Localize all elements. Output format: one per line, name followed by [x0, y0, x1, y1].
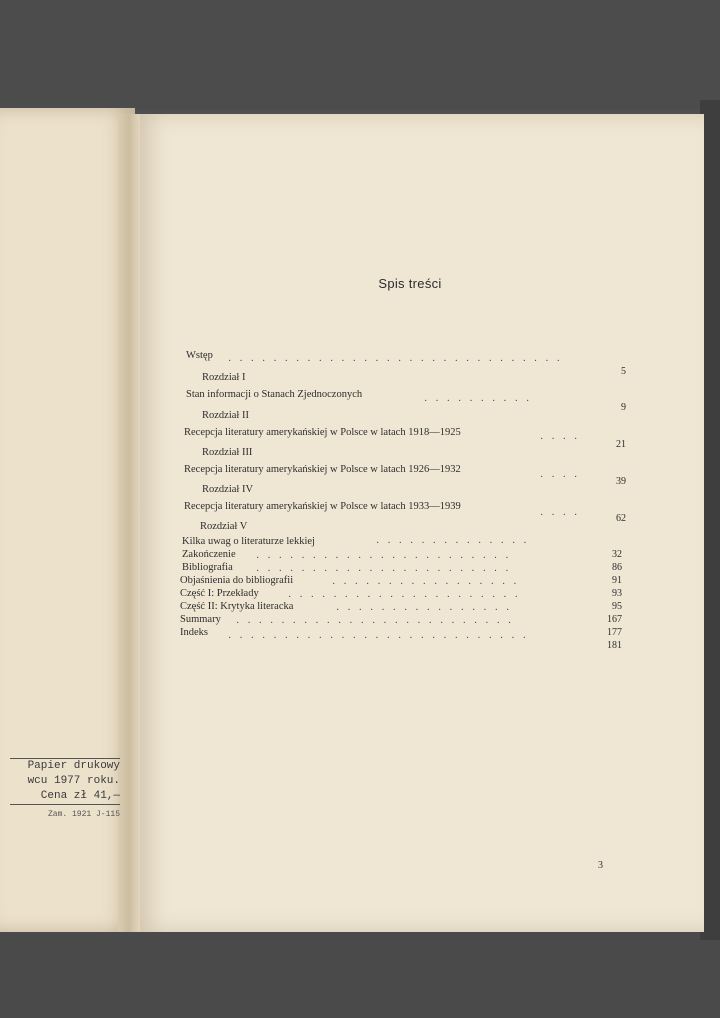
toc-chapter-heading: Rozdział II	[202, 410, 249, 421]
toc-chapter-heading: Rozdział V	[200, 521, 248, 532]
toc-entry-label: Bibliografia	[182, 562, 233, 573]
toc-entry-label: Recepcja literatury amerykańskiej w Polsce w latach 1933—1939	[184, 501, 461, 512]
toc-entry-label: Część I: Przekłady	[180, 588, 259, 599]
toc-leader-dots: ·······················	[256, 553, 517, 564]
imprint-line-4: Zam. 1921 J-115	[47, 810, 120, 819]
toc-entry-page: 21	[616, 439, 626, 450]
toc-entry-page: 86	[612, 562, 622, 573]
toc-leader-dots: ·······················	[256, 566, 517, 577]
toc-leader-dots: ·····················	[288, 592, 526, 603]
toc-entry-label: Recepcja literatury amerykańskiej w Polsce w latach 1926—1932	[184, 464, 461, 475]
toc-entry-page: 39	[616, 476, 626, 487]
toc-entry-page: 91	[612, 575, 622, 586]
imprint-line-3: Cena zł 41,—	[40, 790, 120, 802]
toc-entry-page: 93	[612, 588, 622, 599]
toc-leader-dots: ····	[540, 434, 586, 445]
toc-leader-dots: ···························	[228, 633, 534, 644]
toc-entry-page: 9	[621, 402, 626, 413]
toc-entry-page: 5	[621, 366, 626, 377]
toc-entry-page: 62	[616, 513, 626, 524]
toc-entry-label: Zakończenie	[182, 549, 236, 560]
toc-leader-dots: ····	[540, 510, 586, 521]
toc-title: Spis treści	[378, 276, 442, 291]
toc-leader-dots: ················	[336, 605, 518, 616]
toc-chapter-heading: Rozdział III	[202, 447, 253, 458]
toc-entry-page: 32	[612, 549, 622, 560]
toc-leader-dots: ·························	[236, 618, 520, 629]
toc-leader-dots: ··········	[424, 396, 538, 407]
page-number: 3	[598, 860, 603, 871]
toc-entry-label: Recepcja literatury amerykańskiej w Polsce w latach 1918—1925	[184, 427, 461, 438]
toc-leader-dots: ·················	[332, 579, 525, 590]
toc-entry-label: Stan informacji o Stanach Zjednoczonych	[186, 389, 363, 400]
toc-chapter-heading: Rozdział IV	[202, 484, 254, 495]
toc-entry-label: Kilka uwag o literaturze lekkiej	[182, 536, 315, 547]
toc-entry-label: Objaśnienia do bibliografii	[180, 575, 294, 586]
toc-leader-dots: ··············	[376, 538, 535, 549]
toc-entry-page: 95	[612, 601, 622, 612]
imprint-line-1: Papier drukowy	[27, 760, 120, 772]
toc-entry-label: Indeks	[180, 627, 208, 638]
toc-entry-label: Część II: Krytyka literacka	[180, 601, 294, 612]
toc-leader-dots: ······························	[228, 356, 568, 367]
imprint-line-2: wcu 1977 roku.	[27, 775, 120, 787]
toc-entry-page: 167	[607, 614, 622, 625]
toc-entry-page: 177	[607, 627, 622, 638]
toc-chapter-heading: Rozdział I	[202, 372, 246, 383]
toc-leader-dots: ····	[540, 472, 586, 483]
toc-entry-label: Wstęp	[186, 350, 213, 361]
toc-entry-label: Summary	[180, 614, 221, 625]
toc-entry-page: 181	[607, 640, 622, 651]
